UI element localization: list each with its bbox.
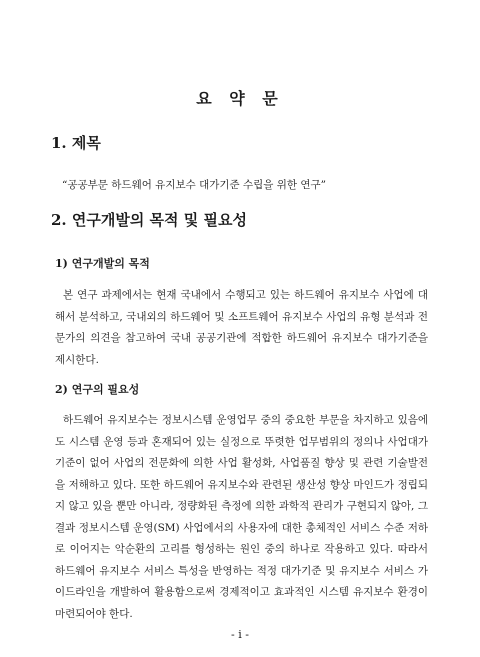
subsection-heading-necessity: 2) 연구의 필요성: [55, 383, 140, 396]
document-title: 요 약 문: [196, 89, 284, 108]
page-number: - i -: [231, 628, 249, 641]
section-heading-title: 1. 제목: [51, 134, 101, 152]
section-heading-purpose-necessity: 2. 연구개발의 목적 및 필요성: [51, 211, 247, 229]
purpose-paragraph: 본 연구 과제에서는 현재 국내에서 수행되고 있는 하드웨어 유지보수 사업에 대해서 분석하고, 국내외의 하드웨어 및 소프트웨어 유지보수 사업의 유형 분석과 전문가의 의견을 참고하여 국내 공공기관에 적합한 하드웨어 유지보수 대가기준을 제시한다.: [55, 289, 428, 366]
necessity-paragraph: 하드웨어 유지보수는 정보시스템 운영업무 중의 중요한 부문을 차지하고 있음에도 시스템 운영 등과 혼재되어 있는 실정으로 뚜렷한 업무범위의 정의나 사업대가기준이 없어 사업의 전문화에 의한 사업 활성화, 사업품질 향상 및 관련 기술발전을 저해하고 있다. 또한 하드웨어 유지보수와 관련된 생산성 향상 마인드가 정립되지 않고 있을 뿐만 아니라, 정량화된 측정에 의한 과학적 관리가 구현되지 않아, 그 결과 정보시스템 운영(SM) 사업에서의 사용자에 대한 총체적인 서비스 수준 저하로 이어지는 악순환의 고리를 형성하는 원인 중의 하나로 작용하고 있다. 따라서 하드웨어 유지보수 서비스 특성을 반영하는 적정 대가기준 및 유지보수 서비스 가이드라인을 개발하여 활용함으로써 경제적이고 효과적인 시스템 유지보수 환경이 마련되어야 한다.: [55, 414, 428, 620]
research-title-quote: “공공부문 하드웨어 유지보수 대가기준 수립을 위한 연구”: [62, 179, 327, 191]
subsection-heading-purpose: 1) 연구개발의 목적: [55, 257, 150, 270]
